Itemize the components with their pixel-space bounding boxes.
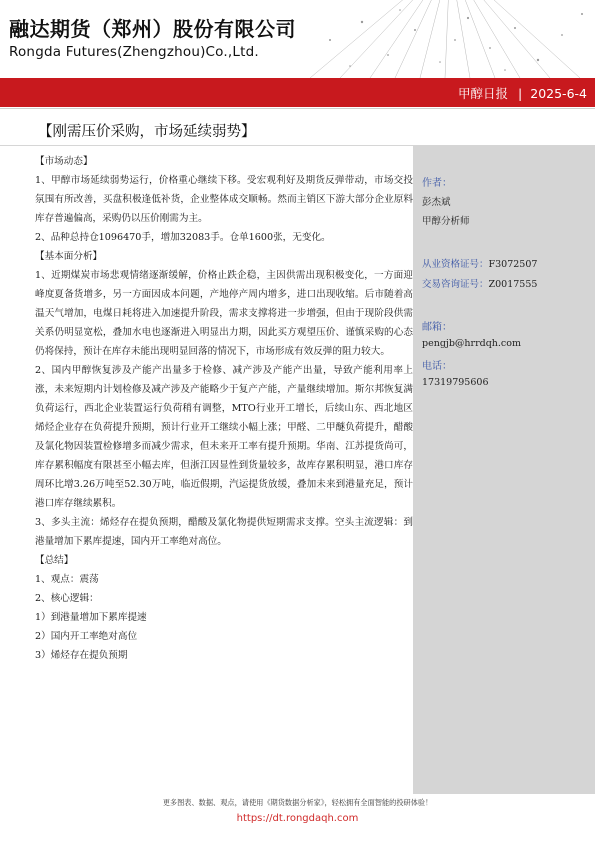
report-header [0,0,595,78]
summary-line: 2、核心逻辑： [35,593,99,604]
author-label: 作者： [422,178,452,189]
summary-line: 1、观点：震荡 [35,574,99,585]
phone-number: 17319795606 [422,377,489,388]
cert-label: 从业资格证号： [422,259,489,270]
section-title-summary: 【总结】 [35,555,74,566]
author-name: 彭杰斌 [422,197,451,208]
author-title: 甲醇分析师 [422,216,470,227]
paragraph: 1、近期煤炭市场悲观情绪逐渐缓解，价格止跌企稳，主因供需出现积极变化，一方面迎峰度夏备货增多，另一方面因成本问题，产地停产周内增多，进口出现收缩。后市随着高温天气增加，电煤日耗将进入加速提升阶段，需求支撑将进一步增强，但由于现阶段供需关系仍明显宽松，叠加水电也逐渐进入明显出力期，因此买方观望压价、谨慎采购的心态仍将保持，预计在库存未能出现明显回落的情况下，市场形成有效反弹的阻力较大。 [35,270,413,357]
email-link[interactable]: pengjb@hrrdqh.com [422,338,521,349]
company-name-cn: 融达期货（郑州）股份有限公司 [9,17,296,41]
report-headline: 【刚需压价采购，市场延续弱势】 [38,124,256,140]
email-label: 邮箱： [422,322,452,333]
report-name: 甲醇日报 [458,86,509,101]
cert-number [422,256,537,270]
company-name-en: Rongda Futures(Zhengzhou)Co.,Ltd. [9,44,259,60]
paragraph: 2、国内甲醇恢复涉及产能产出量多于检修、减产涉及产能产出量，导致产能利用率上涨，未来短期内计划检修及减产涉及产能略少于复产产能，产量继续增加。斯尔邦恢复满负荷运行，西北企业装置运行负荷稍有调整，MTO行业开工增长，后续山东、西北地区烯烃企业存在负荷提升预期，预计行业开工继续小幅上涨；甲醛、二甲醚负荷提升，醋酸及氯化物因装置检修增多而减少需求，但未来开工率有提升预期。华南、江苏提货尚可，库存累积幅度有限甚至小幅去库，但浙江因显性到货量较多，故库存累积明显，港口库存周环比增3.26万吨至52.30万吨，临近假期，汽运提货放缓，叠加未来到港量充足，预计港口库存继续累积。 [35,365,413,509]
divider [0,108,595,109]
title-separator: | [518,86,523,101]
author-sidebar [413,145,595,794]
section-title-market: 【市场动态】 [35,156,93,167]
paragraph: 3、多头主流：烯烃存在提负预期，醋酸及氯化物提供短期需求支撑。空头主流逻辑：到港量增加下累库提速，国内开工率绝对高位。 [35,517,413,547]
advisory-number [422,276,537,290]
report-title-text [458,84,587,102]
section-title-fundamentals: 【基本面分析】 [35,251,103,262]
cert-value: F3072507 [488,259,538,270]
advisory-label: 交易咨询证号： [422,279,489,290]
paragraph: 2、品种总持仓1096470手，增加32083手。仓单1600张，无变化。 [35,232,331,243]
summary-line: 2）国内开工率绝对高位 [35,631,138,642]
paragraph: 1、甲醇市场延续弱势运行，价格重心继续下移。受宏观利好及期货反弹带动，市场交投氛围有所改善，买盘积极逢低补货，企业整体成交顺畅。然而主销区下游大部分企业原料库存普遍偏高，采购仍以压价刚需为主。 [35,175,413,224]
summary-line: 3）烯烃存在提负预期 [35,650,128,661]
decorative-rays-graphic [300,0,595,78]
phone-label: 电话： [422,361,452,372]
summary-line: 1）到港量增加下累库提速 [35,612,147,623]
advisory-value: Z0017555 [488,279,538,290]
footer-promo: 更多图表、数据、观点，请使用《期货数据分析家》，轻松拥有全面智能的投研体验！ [162,798,433,807]
main-content [35,152,413,665]
footer-link[interactable]: https://dt.rongdaqh.com [236,813,359,824]
report-date: 2025-6-4 [530,86,587,101]
